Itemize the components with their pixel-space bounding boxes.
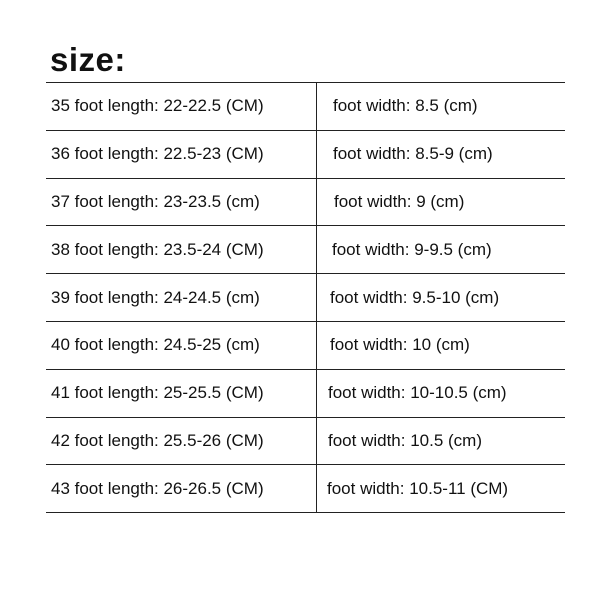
- column-divider: [316, 465, 317, 512]
- foot-width-cell: foot width: 10-10.5 (cm): [328, 383, 507, 403]
- table-row: [46, 322, 565, 370]
- foot-length-cell: 37 foot length: 23-23.5 (cm): [51, 191, 260, 211]
- column-divider: [316, 131, 317, 178]
- column-divider: [316, 83, 317, 130]
- foot-length-cell: 40 foot length: 24.5-25 (cm): [51, 335, 260, 355]
- foot-width-cell: foot width: 10 (cm): [330, 335, 470, 355]
- table-row: [46, 83, 565, 131]
- table-row: [46, 274, 565, 322]
- foot-length-cell: 42 foot length: 25.5-26 (CM): [51, 430, 264, 450]
- foot-length-cell: 39 foot length: 24-24.5 (cm): [51, 287, 260, 307]
- column-divider: [316, 418, 317, 465]
- column-divider: [316, 274, 317, 321]
- table-row: [46, 465, 565, 513]
- foot-width-cell: foot width: 10.5 (cm): [328, 430, 483, 450]
- table-row: [46, 418, 565, 466]
- size-chart-table: [46, 82, 565, 513]
- page-title: size:: [50, 41, 126, 78]
- foot-width-cell: foot width: 10.5-11 (CM): [327, 478, 509, 498]
- column-divider: [316, 322, 317, 369]
- table-row: [46, 370, 565, 418]
- column-divider: [316, 226, 317, 273]
- table-row: [46, 226, 565, 274]
- foot-width-cell: foot width: 9.5-10 (cm): [330, 287, 500, 307]
- table-row: [46, 179, 565, 227]
- foot-width-cell: foot width: 9-9.5 (cm): [332, 239, 492, 259]
- column-divider: [316, 179, 317, 226]
- foot-width-cell: foot width: 9 (cm): [334, 191, 465, 211]
- foot-width-cell: foot width: 8.5 (cm): [333, 96, 478, 116]
- foot-length-cell: 41 foot length: 25-25.5 (CM): [51, 383, 264, 403]
- foot-length-cell: 38 foot length: 23.5-24 (CM): [51, 239, 264, 259]
- foot-length-cell: 43 foot length: 26-26.5 (CM): [51, 478, 264, 498]
- foot-width-cell: foot width: 8.5-9 (cm): [333, 144, 493, 164]
- column-divider: [316, 370, 317, 417]
- table-row: [46, 131, 565, 179]
- foot-length-cell: 36 foot length: 22.5-23 (CM): [51, 144, 264, 164]
- foot-length-cell: 35 foot length: 22-22.5 (CM): [51, 96, 264, 116]
